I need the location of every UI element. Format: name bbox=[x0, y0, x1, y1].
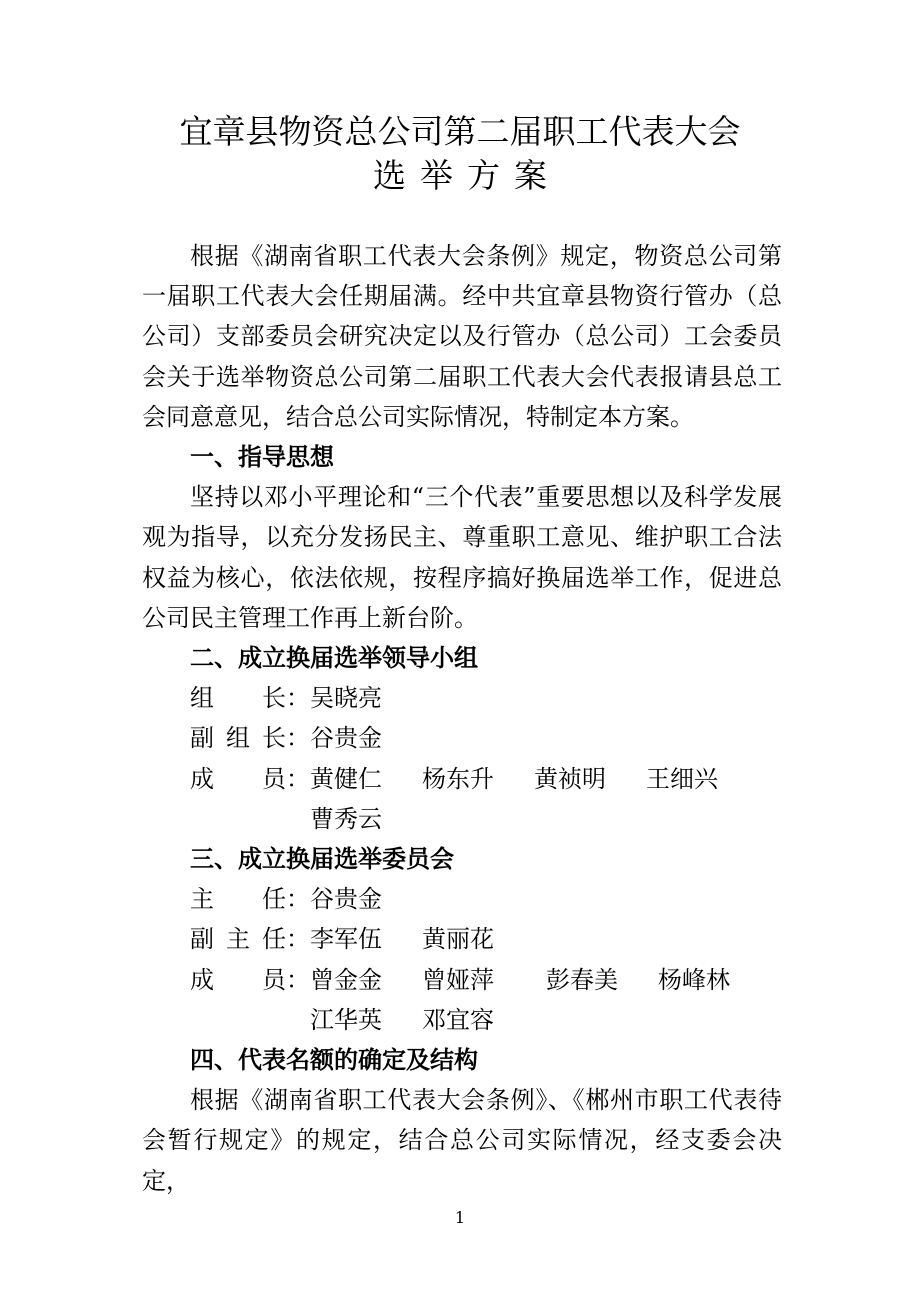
member-name: 李军伍 bbox=[310, 925, 382, 954]
document-title-line1: 宜章县物资总公司第二届职工代表大会 bbox=[179, 112, 741, 151]
committee-members-row-continued bbox=[142, 1000, 782, 1040]
member-name: 杨东升 bbox=[422, 764, 494, 793]
member-name: 杨峰林 bbox=[658, 965, 730, 994]
group-members-row bbox=[142, 759, 782, 799]
page-number: 1 bbox=[454, 1208, 466, 1227]
group-member-role-label: 成 员 bbox=[190, 764, 286, 793]
deputy-director-role-label: 副 主 任 bbox=[190, 925, 286, 954]
section3-heading: 三、成立换届选举委员会 bbox=[190, 845, 454, 874]
leader-role-label: 组 长 bbox=[190, 684, 286, 713]
section4-heading: 四、代表名额的确定及结构 bbox=[190, 1046, 478, 1075]
section2-heading: 二、成立换届选举领导小组 bbox=[190, 644, 478, 673]
colon: ： bbox=[286, 764, 310, 793]
member-name: 彭春美 bbox=[546, 965, 618, 994]
member-name: 黄祯明 bbox=[534, 764, 606, 793]
section1-paragraph: 坚持以邓小平理论和“三个代表”重要思想以及科学发展观为指导，以充分发扬民主、尊重职工意见、维护职工合法权益为核心，依法依规，按程序搞好换届选举工作，促进总公司民主管理工作再上新台阶。 bbox=[142, 483, 782, 632]
member-name: 王细兴 bbox=[646, 764, 718, 793]
section4-paragraph: 根据《湖南省职工代表大会条例》、《郴州市职工代表待会暂行规定》的规定，结合总公司实际情况，经支委会决定， bbox=[142, 1086, 782, 1195]
document-body bbox=[142, 236, 782, 1201]
member-name: 曾金金 bbox=[310, 965, 382, 994]
colon: ： bbox=[286, 925, 310, 954]
deputy-leader-name: 谷贵金 bbox=[310, 724, 382, 753]
committee-member-names bbox=[310, 960, 770, 1000]
deputy-director-names bbox=[310, 919, 534, 959]
colon: ： bbox=[286, 965, 310, 994]
member-name: 黄丽花 bbox=[422, 925, 494, 954]
colon: ： bbox=[286, 885, 310, 914]
intro-paragraph: 根据《湖南省职工代表大会条例》规定，物资总公司第一届职工代表大会任期届满。经中共宜章县物资行管办（总公司）支部委员会研究决定以及行管办（总公司）工会委员会关于选举物资总公司第二届职工代表大会代表报请县总工会同意意见，结合总公司实际情况，特制定本方案。 bbox=[142, 242, 782, 431]
document-title-line2: 选举方案 bbox=[373, 156, 561, 195]
director-name: 谷贵金 bbox=[310, 885, 382, 914]
group-member-names bbox=[310, 759, 758, 799]
group-members-row-continued bbox=[142, 799, 782, 839]
member-name: 曾娅萍 bbox=[422, 965, 494, 994]
committee-members-row bbox=[142, 960, 782, 1000]
deputy-leader-role-label: 副 组 长 bbox=[190, 724, 286, 753]
director-row bbox=[142, 879, 782, 919]
colon: ： bbox=[286, 684, 310, 713]
section1-heading: 一、指导思想 bbox=[190, 443, 334, 472]
deputy-director-row bbox=[142, 919, 782, 959]
leader-name: 吴晓亮 bbox=[310, 684, 382, 713]
member-name: 黄健仁 bbox=[310, 764, 382, 793]
member-name: 邓宜容 bbox=[422, 1005, 494, 1034]
committee-member-role-label: 成 员 bbox=[190, 965, 286, 994]
leader-row bbox=[142, 678, 782, 718]
member-name: 曹秀云 bbox=[310, 804, 382, 833]
director-role-label: 主 任 bbox=[190, 885, 286, 914]
colon: ： bbox=[286, 724, 310, 753]
deputy-leader-row bbox=[142, 718, 782, 758]
member-name: 江华英 bbox=[310, 1005, 382, 1034]
